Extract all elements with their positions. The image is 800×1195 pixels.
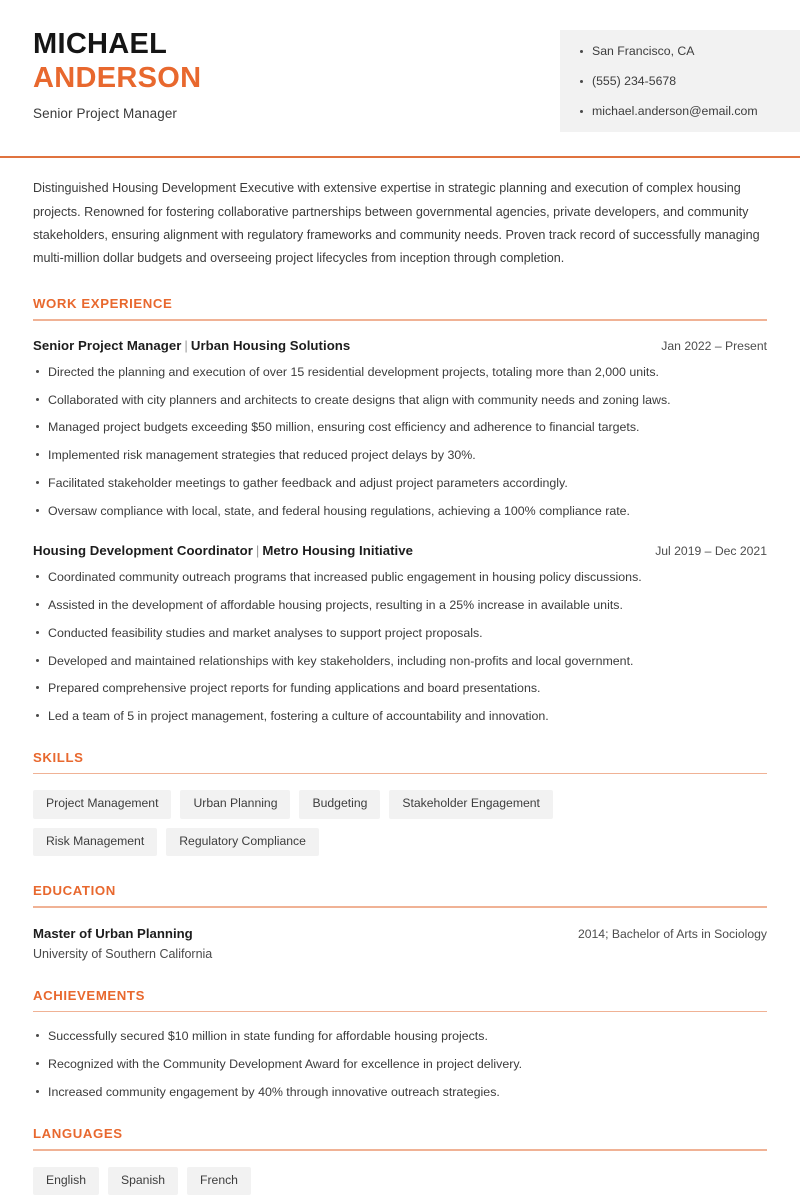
education-school: University of Southern California bbox=[33, 946, 213, 961]
experience-dates: Jan 2022 – Present bbox=[661, 338, 767, 353]
last-name: ANDERSON bbox=[33, 61, 202, 94]
experience-role: Senior Project Manager bbox=[33, 337, 182, 353]
section-achievements bbox=[33, 988, 767, 1101]
experience-bullets bbox=[33, 364, 767, 519]
title-separator: | bbox=[255, 543, 260, 559]
section-title-languages: LANGUAGES bbox=[33, 1126, 123, 1142]
resume-header bbox=[0, 0, 800, 132]
education-degree: Master of Urban Planning bbox=[33, 925, 193, 941]
bullet-item: Assisted in the development of affordable housing projects, resulting in a 25% increase in available units. bbox=[33, 597, 767, 614]
skill-chip: Regulatory Compliance bbox=[166, 828, 319, 856]
bullet-item: Managed project budgets exceeding $50 million, ensuring cost efficiency and adherence to financial targets. bbox=[33, 419, 767, 436]
bullet-item: Prepared comprehensive project reports for funding applications and board presentations. bbox=[33, 680, 767, 697]
section-work-experience bbox=[33, 296, 767, 724]
contact-phone: (555) 234-5678 bbox=[580, 74, 782, 89]
language-chip: Spanish bbox=[108, 1167, 178, 1195]
contact-email: michael.anderson@email.com bbox=[580, 104, 782, 119]
section-divider bbox=[33, 1011, 767, 1013]
achievements-bullets bbox=[33, 1028, 767, 1100]
section-title-education: EDUCATION bbox=[33, 883, 116, 899]
bullet-item: Led a team of 5 in project management, fostering a culture of accountability and innovation. bbox=[33, 708, 767, 725]
section-education bbox=[33, 883, 767, 961]
experience-entry-header bbox=[33, 338, 767, 353]
first-name: MICHAEL bbox=[33, 28, 168, 60]
bullet-item: Developed and maintained relationships with key stakeholders, including non-profits and local government. bbox=[33, 653, 767, 670]
skill-chip: Risk Management bbox=[33, 828, 157, 856]
bullet-item: Directed the planning and execution of over 15 residential development projects, totaling more than 2,000 units. bbox=[33, 364, 767, 381]
header-identity bbox=[0, 22, 201, 121]
section-divider bbox=[33, 319, 767, 321]
bullet-item: Increased community engagement by 40% through innovative outreach strategies. bbox=[33, 1084, 767, 1101]
education-meta: 2014; Bachelor of Arts in Sociology bbox=[577, 926, 767, 941]
experience-bullets bbox=[33, 569, 767, 724]
bullet-item: Conducted feasibility studies and market analyses to support project proposals. bbox=[33, 625, 767, 642]
section-divider bbox=[33, 773, 767, 775]
skills-chip-list bbox=[33, 790, 593, 856]
experience-dates: Jul 2019 – Dec 2021 bbox=[655, 544, 767, 559]
bullet-item: Oversaw compliance with local, state, and federal housing regulations, achieving a 100% compliance rate. bbox=[33, 503, 767, 520]
bullet-item: Coordinated community outreach programs that increased public engagement in housing policy discussions. bbox=[33, 569, 767, 586]
resume-body bbox=[0, 158, 800, 1195]
experience-title-line bbox=[33, 543, 413, 558]
bullet-item: Facilitated stakeholder meetings to gather feedback and adjust project parameters accordingly. bbox=[33, 475, 767, 492]
experience-entry bbox=[33, 338, 767, 519]
experience-company: Urban Housing Solutions bbox=[190, 337, 351, 353]
section-title-skills: SKILLS bbox=[33, 749, 84, 765]
experience-company: Metro Housing Initiative bbox=[262, 543, 414, 559]
contact-list bbox=[580, 44, 782, 118]
bullet-item: Successfully secured $10 million in state funding for affordable housing projects. bbox=[33, 1028, 767, 1045]
experience-entry-header bbox=[33, 543, 767, 558]
bullet-item: Implemented risk management strategies that reduced project delays by 30%. bbox=[33, 447, 767, 464]
contact-location: San Francisco, CA bbox=[580, 44, 782, 59]
skill-chip: Project Management bbox=[33, 790, 171, 818]
contact-info-box bbox=[560, 30, 800, 132]
section-title-achievements: ACHIEVEMENTS bbox=[33, 987, 145, 1003]
section-divider bbox=[33, 906, 767, 908]
section-divider bbox=[33, 1149, 767, 1151]
skill-chip: Stakeholder Engagement bbox=[389, 790, 553, 818]
title-separator: | bbox=[184, 337, 188, 353]
section-languages bbox=[33, 1126, 767, 1195]
experience-entry bbox=[33, 543, 767, 724]
header-job-title: Senior Project Manager bbox=[33, 106, 178, 122]
languages-chip-list bbox=[33, 1167, 653, 1195]
language-chip: French bbox=[187, 1167, 251, 1195]
experience-title-line bbox=[33, 338, 350, 353]
experience-role: Housing Development Coordinator bbox=[33, 543, 253, 559]
bullet-item: Collaborated with city planners and architects to create designs that align with community needs and zoning laws. bbox=[33, 392, 767, 409]
bullet-item: Recognized with the Community Development Award for excellence in project delivery. bbox=[33, 1056, 767, 1073]
language-chip: English bbox=[33, 1167, 99, 1195]
section-title-work-experience: WORK EXPERIENCE bbox=[33, 296, 173, 312]
section-skills bbox=[33, 750, 767, 856]
skill-chip: Urban Planning bbox=[180, 790, 290, 818]
education-entry-header bbox=[33, 926, 767, 941]
skill-chip: Budgeting bbox=[299, 790, 380, 818]
professional-summary: Distinguished Housing Development Executive with extensive expertise in strategic planning and execution of complex housing projects. Renowned for fostering collaborative partnerships between governmental agencies, private developers, and community stakeholders, ensuring alignment with regulatory frameworks and community needs. Proven track record of successfully managing multi-million dollar budgets and overseeing project lifecycles from inception through completion. bbox=[33, 181, 760, 266]
